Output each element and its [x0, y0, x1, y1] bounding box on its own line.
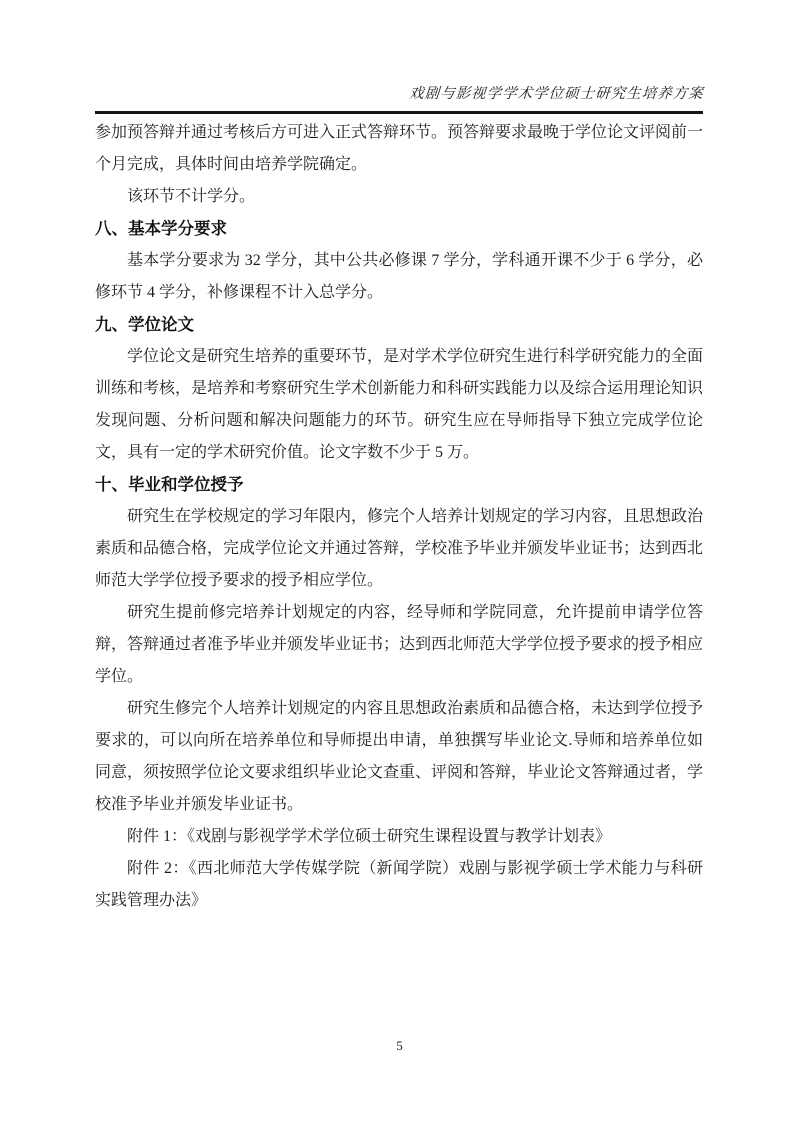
paragraph-graduation-normal: 研究生在学校规定的学习年限内，修完个人培养计划规定的学习内容，且思想政治素质和品德合格，完成学位论文并通过答辩，学校准予毕业并颁发毕业证书；达到西北师范大学学位授予要求的授予相应学位。 — [95, 508, 704, 589]
paragraph-pre-defense-continued: 参加预答辩并通过考核后方可进入正式答辩环节。预答辩要求最晚于学位论文评阅前一个月完成，具体时间由培养学院确定。 — [95, 124, 704, 173]
section-heading-8-credit-requirements: 八、基本学分要求 — [95, 220, 227, 238]
paragraph-graduation-early: 研究生提前修完培养计划规定的内容，经导师和学院同意，允许提前申请学位答辩，答辩通过者准予毕业并颁发毕业证书；达到西北师范大学学位授予要求的授予相应学位。 — [95, 604, 704, 685]
section-heading-9-degree-thesis: 九、学位论文 — [95, 316, 194, 334]
running-header-title: 戏剧与影视学学术学位硕士研究生培养方案 — [408, 86, 705, 102]
attachment-1: 附件 1：《戏剧与影视学学术学位硕士研究生课程设置与教学计划表》 — [127, 828, 612, 845]
paragraph-credit-requirements: 基本学分要求为 32 学分，其中公共必修课 7 学分，学科通开课不少于 6 学分，必修环节 4 学分，补修课程不计入总学分。 — [95, 252, 703, 301]
paragraph-graduation-thesis-only: 研究生修完个人培养计划规定的内容且思想政治素质和品德合格，未达到学位授予要求的，可以向所在培养单位和导师提出申请，单独撰写毕业论文.导师和培养单位如同意，须按照学位论文要求组织毕业论文查重、评阅和答辩，毕业论文答辩通过者，学校准予毕业并颁发毕业证书。 — [95, 700, 704, 813]
document-body — [95, 117, 703, 917]
header-rule — [95, 111, 703, 114]
attachment-2: 附件 2：《西北师范大学传媒学院（新闻学院）戏剧与影视学硕士学术能力与科研实践管理办法》 — [95, 860, 703, 909]
paragraph-degree-thesis: 学位论文是研究生培养的重要环节，是对学术学位研究生进行科学研究能力的全面训练和考核，是培养和考察研究生学术创新能力和科研实践能力以及综合运用理论知识发现问题、分析问题和解决问题能力的环节。研究生应在导师指导下独立完成学位论文，具有一定的学术研究价值。论文字数不少于 5 万。 — [95, 348, 704, 461]
paragraph-no-credit: 该环节不计学分。 — [127, 188, 256, 205]
page-number: 5 — [396, 1038, 403, 1053]
section-heading-10-graduation-degree: 十、毕业和学位授予 — [95, 476, 244, 494]
